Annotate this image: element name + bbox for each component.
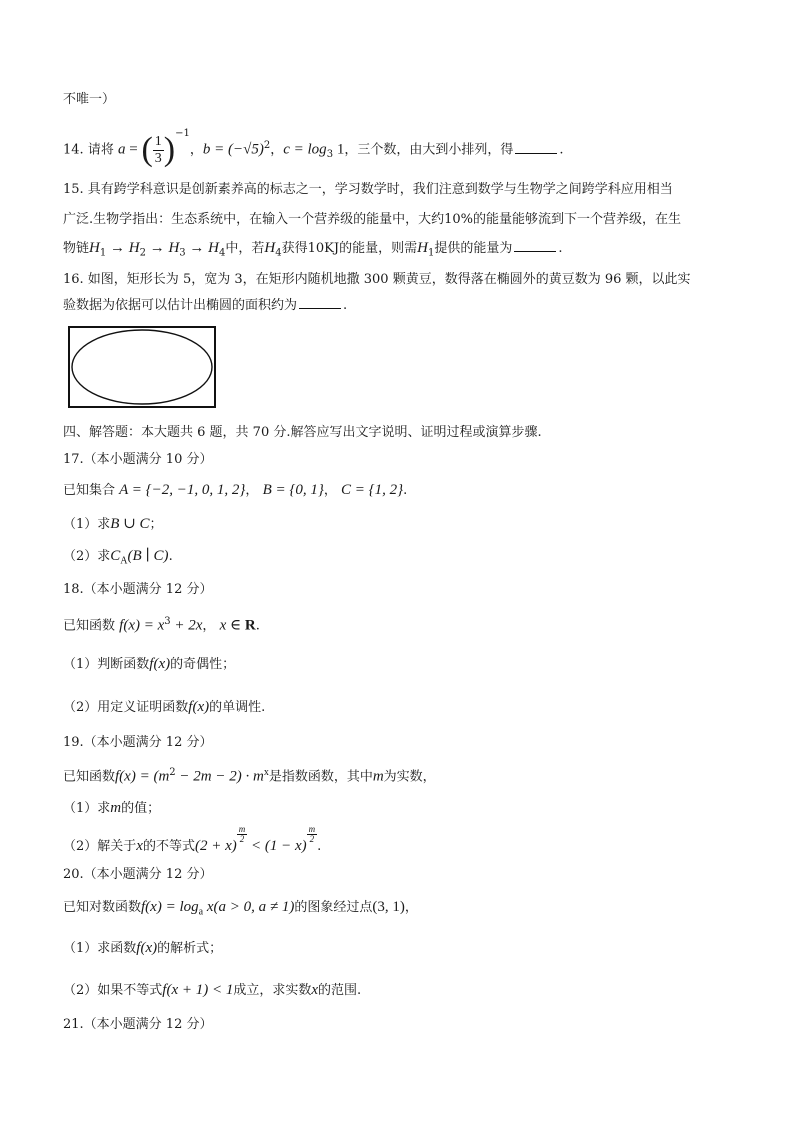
q19-exp-frac-right-num: m xyxy=(308,824,316,834)
q19-exp-frac-left-num: m xyxy=(238,824,246,834)
q19-p2-lead: （2）解关于 xyxy=(63,839,137,854)
q19-part2 xyxy=(63,824,322,857)
q17-p2-expr: (B ∣ C) xyxy=(127,548,169,564)
q15-h3-sub: 3 xyxy=(179,247,186,259)
q20-point: (3, 1) xyxy=(372,899,405,915)
q14-sep2: ， xyxy=(270,142,284,158)
q18-f-expr: f(x) = x xyxy=(119,617,165,634)
q19-p1-m: m xyxy=(110,800,122,816)
q18-given-lead: 已知函数 xyxy=(63,618,116,634)
q14-c-expr: c = log xyxy=(283,141,327,158)
q18-part2 xyxy=(63,697,265,718)
q14-sep1: ， xyxy=(189,142,203,158)
q14-lead: 请将 xyxy=(87,142,114,158)
q17-p1-expr: B ∪ C xyxy=(110,516,150,532)
q20-heading: 20.（本小题满分 12 分） xyxy=(63,867,213,882)
q15-h2: H xyxy=(128,240,140,256)
q19-ineq-left: (2 + x) xyxy=(194,838,237,854)
q19-f-expr: f(x) = (m xyxy=(115,768,170,785)
q14-c-arg: 1 xyxy=(333,141,345,158)
q15-h4b-sub: 4 xyxy=(275,247,282,259)
q18-p1-lead: （1）判断函数 xyxy=(63,657,150,672)
q18-p2-lead: （2）用定义证明函数 xyxy=(63,700,189,715)
q20-given-mid: 的图象经过点 xyxy=(294,900,373,915)
q14-fraction xyxy=(153,134,164,167)
q18-p1-f: f(x) xyxy=(149,656,171,672)
q20-part1 xyxy=(63,938,222,959)
q15-h1b-sub: 1 xyxy=(427,247,435,259)
q17-p2-sub: A xyxy=(120,555,128,567)
q14-tail: ，三个数，由大到小排列，得 xyxy=(344,142,514,158)
q17-set-c: C = {1, 2} xyxy=(341,482,404,498)
q19-given-tail: 是指数函数，其中 xyxy=(268,769,373,785)
q14-number: 14. xyxy=(63,142,84,158)
q19-exp-frac-left-den: 2 xyxy=(239,834,245,844)
q20-part2 xyxy=(63,980,361,1001)
q19-given-tail2: 为实数， xyxy=(383,769,436,785)
q15-h2-sub: 2 xyxy=(139,247,146,259)
q15-line1: 15. 具有跨学科意识是创新素养高的标志之一，学习数学时，我们注意到数学与生物学之间跨学科应用相当 xyxy=(63,182,673,197)
q19-m: m xyxy=(372,768,384,785)
q20-given xyxy=(63,897,418,923)
q14-end: . xyxy=(559,142,564,158)
q15-end: . xyxy=(558,241,563,256)
q20-given-lead: 已知对数函数 xyxy=(63,900,142,915)
q18-f-tail: + 2x xyxy=(170,617,203,634)
q15-arrow1: → xyxy=(106,240,129,256)
q14-c-base: 3 xyxy=(326,149,334,161)
q17-part1 xyxy=(63,514,163,535)
q17-set-b: B = {0, 1} xyxy=(262,482,324,498)
q14-left-paren: ( xyxy=(141,131,153,168)
q15-h4-sub: 4 xyxy=(219,247,226,259)
q18-real-set: R xyxy=(244,617,256,634)
q19-p1-lead: （1）求 xyxy=(63,801,111,816)
q15-h4: H xyxy=(208,240,220,256)
q14-frac-num: 1 xyxy=(154,133,162,149)
q15-line3 xyxy=(63,238,562,264)
q15-mid: 中，若 xyxy=(225,241,265,256)
q20-p2-ineq: f(x + 1) < 1 xyxy=(162,982,234,998)
q20-p2-tail: 的范围. xyxy=(318,983,362,998)
q17-part2 xyxy=(63,546,173,572)
q18-p2-f: f(x) xyxy=(188,699,210,715)
q19-exp-x: x xyxy=(263,767,269,778)
q19-exp2: 2 xyxy=(169,767,176,778)
q17-given xyxy=(63,480,407,501)
q15-mid2: 获得10KJ的能量，则需 xyxy=(281,241,418,256)
q19-p2-mid: 的不等式 xyxy=(142,839,195,854)
q20-given-end: ， xyxy=(404,900,418,915)
q17-p2-end: . xyxy=(168,549,173,564)
q15-answer-blank[interactable] xyxy=(514,239,556,252)
q18-p1-tail: 的奇偶性； xyxy=(170,657,236,672)
q20-p2-mid: 成立，求实数 xyxy=(233,983,312,998)
q15-h1b: H xyxy=(417,240,428,256)
q14-a-var: a xyxy=(117,141,126,158)
q19-ineq-right: < (1 − x) xyxy=(247,838,307,854)
q20-p2-x: x xyxy=(311,982,319,998)
q17-set-a: A = {−2, −1, 0, 1, 2} xyxy=(119,482,246,498)
q14-answer-blank[interactable] xyxy=(515,141,557,154)
q15-h3: H xyxy=(168,240,180,256)
q18-p2-tail: 的单调性. xyxy=(209,700,266,715)
q20-log-base: a xyxy=(198,906,204,918)
q15-h4b: H xyxy=(264,240,276,256)
q15-h1: H xyxy=(89,240,100,256)
q19-given-lead: 已知函数 xyxy=(63,769,116,785)
q18-part1 xyxy=(63,654,235,675)
q18-given xyxy=(63,612,260,636)
q15-arrow3: → xyxy=(185,240,209,256)
q16-line2-text: 验数据为依据可以估计出椭圆的面积约为 xyxy=(63,298,298,313)
q18-heading: 18.（本小题满分 12 分） xyxy=(63,582,213,597)
q15-h1-sub: 1 xyxy=(99,247,107,259)
rectangle-ellipse-figure xyxy=(68,326,216,408)
q17-p2-complement: C xyxy=(110,548,121,564)
q16-answer-blank[interactable] xyxy=(299,296,341,309)
q20-f-tail: x(a > 0, a ≠ 1) xyxy=(203,899,295,915)
q17-p1-end: ； xyxy=(149,517,163,532)
q20-p1-tail: 的解析式； xyxy=(157,941,223,956)
q17-heading: 17.（本小题满分 10 分） xyxy=(63,452,213,467)
q13-tail: 不唯一） xyxy=(63,92,116,107)
section-4-heading: 四、解答题：本大题共 6 题，共 70 分.解答应写出文字说明、证明过程或演算步骤. xyxy=(63,425,542,440)
q18-given-end: . xyxy=(255,618,260,634)
q14-b-expr: b = (−√5) xyxy=(202,141,264,158)
question-14 xyxy=(63,128,564,168)
q20-p1-lead: （1）求函数 xyxy=(63,941,137,956)
figure-rectangle xyxy=(69,327,215,407)
q14-right-paren: ) xyxy=(163,131,176,168)
q20-f-expr: f(x) = log xyxy=(141,899,199,915)
q17-sep2: ， xyxy=(323,483,337,498)
q21-heading: 21.（本小题满分 12 分） xyxy=(63,1017,213,1032)
q17-given-lead: 已知集合 xyxy=(63,483,116,498)
q14-a-exponent: −1 xyxy=(175,128,190,140)
q18-sep: ， xyxy=(202,618,216,634)
q17-given-end: . xyxy=(403,483,408,498)
q15-chain-lead: 物链 xyxy=(63,241,90,256)
q15-mid3: 提供的能量为 xyxy=(434,241,513,256)
q19-f-mid: − 2m − 2) · m xyxy=(175,768,264,785)
q16-line2 xyxy=(63,296,347,316)
q17-sep1: ， xyxy=(245,483,259,498)
q16-end: . xyxy=(343,298,348,313)
q14-frac-den: 3 xyxy=(154,150,162,166)
q14-eq: = xyxy=(125,141,142,158)
q17-p1-lead: （1）求 xyxy=(63,517,111,532)
q19-exp-frac-right xyxy=(307,825,318,844)
q19-part1 xyxy=(63,798,160,819)
q19-p2-x: x xyxy=(136,838,143,854)
q18-domain: x ∈ xyxy=(219,617,245,634)
q19-exp-frac-right-den: 2 xyxy=(309,834,315,844)
q19-p2-end: . xyxy=(317,839,322,854)
q16-line1: 16. 如图，矩形长为 5，宽为 3，在矩形内随机地撒 300 颗黄豆，数得落在椭圆外的黄豆数为 96 颗，以此实 xyxy=(63,272,691,287)
q19-given xyxy=(63,763,436,787)
q20-p1-f: f(x) xyxy=(136,940,158,956)
q20-p2-lead: （2）如果不等式 xyxy=(63,983,163,998)
q14-b-exponent: 2 xyxy=(263,140,271,152)
q17-p2-lead: （2）求 xyxy=(63,549,111,564)
q19-heading: 19.（本小题满分 12 分） xyxy=(63,735,213,750)
q19-p1-tail: 的值； xyxy=(121,801,161,816)
figure-ellipse xyxy=(72,330,212,404)
q15-arrow2: → xyxy=(145,240,169,256)
q18-exponent: 3 xyxy=(164,616,171,627)
q15-line2: 广泛.生物学指出：生态系统中，在输入一个营养级的能量中，大约10%的能量能够流到下一个营养级，在生 xyxy=(63,212,682,227)
q19-exp-frac-left xyxy=(237,825,248,844)
